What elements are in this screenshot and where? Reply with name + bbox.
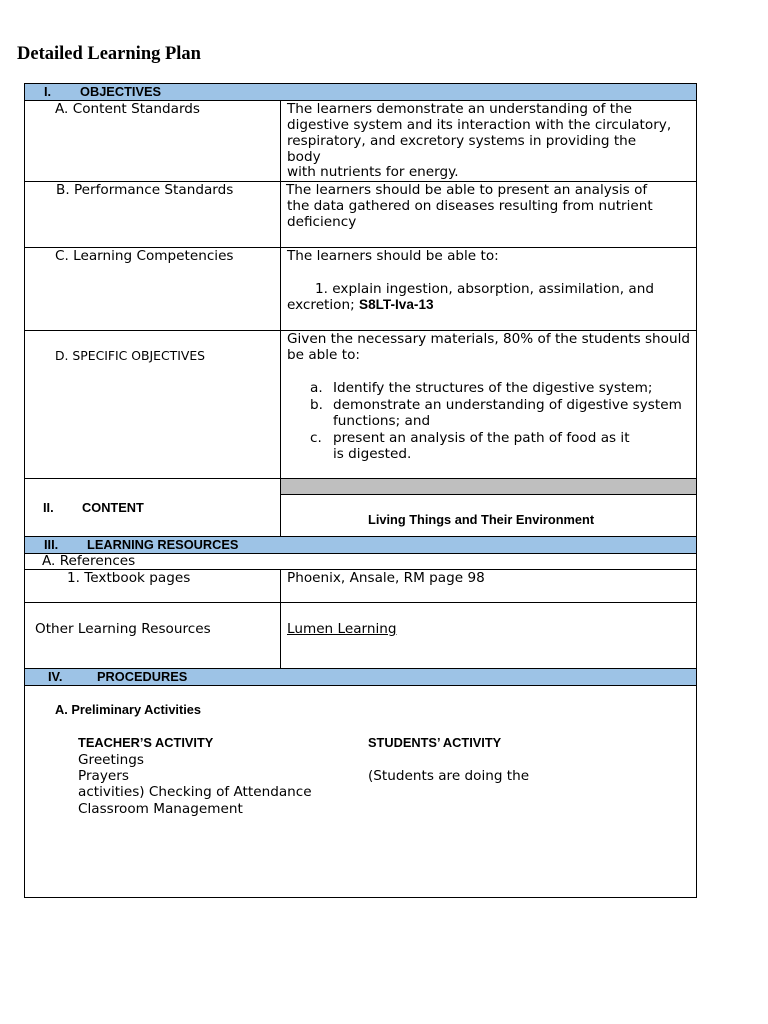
preliminary-activities-heading: A. Preliminary Activities [55,702,202,717]
specific-objectives-label: D. SPECIFIC OBJECTIVES [55,348,206,363]
procedures-heading: PROCEDURES [97,669,188,684]
content-heading: CONTENT [82,500,144,515]
objectives-heading: OBJECTIVES [80,84,162,99]
objective-marker: b. [310,397,323,413]
content-standards-line: with nutrients for energy. [287,164,459,180]
specific-objectives-intro: be able to: [287,347,360,363]
performance-standards-line: deficiency [287,214,357,230]
student-activity-line: (Students are doing the [368,768,530,784]
teacher-activity-line: Classroom Management [78,801,243,817]
other-resources-label: Other Learning Resources [35,621,211,637]
teacher-activity-header: TEACHER’S ACTIVITY [78,735,214,750]
content-standards-line: The learners demonstrate an understanding of the [287,101,633,117]
content-standards-line: digestive system and its interaction with the circulatory, [287,117,672,133]
objective-item: is digested. [333,446,412,462]
textbook-pages-label: 1. Textbook pages [67,570,191,586]
page-title: Detailed Learning Plan [17,44,201,64]
objective-item: present an analysis of the path of food as it [333,430,630,446]
objectives-number: I. [44,84,52,99]
learning-competencies-label: C. Learning Competencies [55,248,234,264]
content-value: Living Things and Their Environment [368,512,595,527]
performance-standards-line: The learners should be able to present an analysis of [286,182,648,198]
lumen-learning-link[interactable]: Lumen Learning [287,621,397,637]
learning-competency-item-cont: excretion; S8LT-Iva-13 [287,297,434,313]
content-standards-label: A. Content Standards [55,101,201,117]
competency-code: S8LT-Iva-13 [359,297,434,312]
objective-marker: a. [310,380,323,396]
objective-item: Identify the structures of the digestive system; [333,380,653,396]
objective-item: functions; and [333,413,431,429]
content-number: II. [43,500,54,515]
references-label: A. References [42,553,136,569]
content-standards-line: body [287,149,321,165]
student-activity-header: STUDENTS’ ACTIVITY [368,735,502,750]
textbook-pages-value: Phoenix, Ansale, RM page 98 [287,570,485,586]
specific-objectives-intro: Given the necessary materials, 80% of the students should [287,331,691,347]
content-gray-band [281,479,696,494]
learning-competencies-intro: The learners should be able to: [287,248,499,264]
learning-resources-heading: LEARNING RESOURCES [87,537,239,552]
content-standards-line: respiratory, and excretory systems in providing the [287,133,637,149]
objective-marker: c. [310,430,322,446]
teacher-activity-line: activities) Checking of Attendance [78,784,312,800]
objective-item: demonstrate an understanding of digestive system [333,397,682,413]
teacher-activity-line: Greetings [78,752,144,768]
learning-resources-number: III. [44,537,59,552]
teacher-activity-line: Prayers [78,768,129,784]
learning-competency-item: 1. explain ingestion, absorption, assimilation, and [315,281,654,297]
performance-standards-line: the data gathered on diseases resulting from nutrient [287,198,653,214]
procedures-number: IV. [48,669,63,684]
performance-standards-label: B. Performance Standards [56,182,234,198]
